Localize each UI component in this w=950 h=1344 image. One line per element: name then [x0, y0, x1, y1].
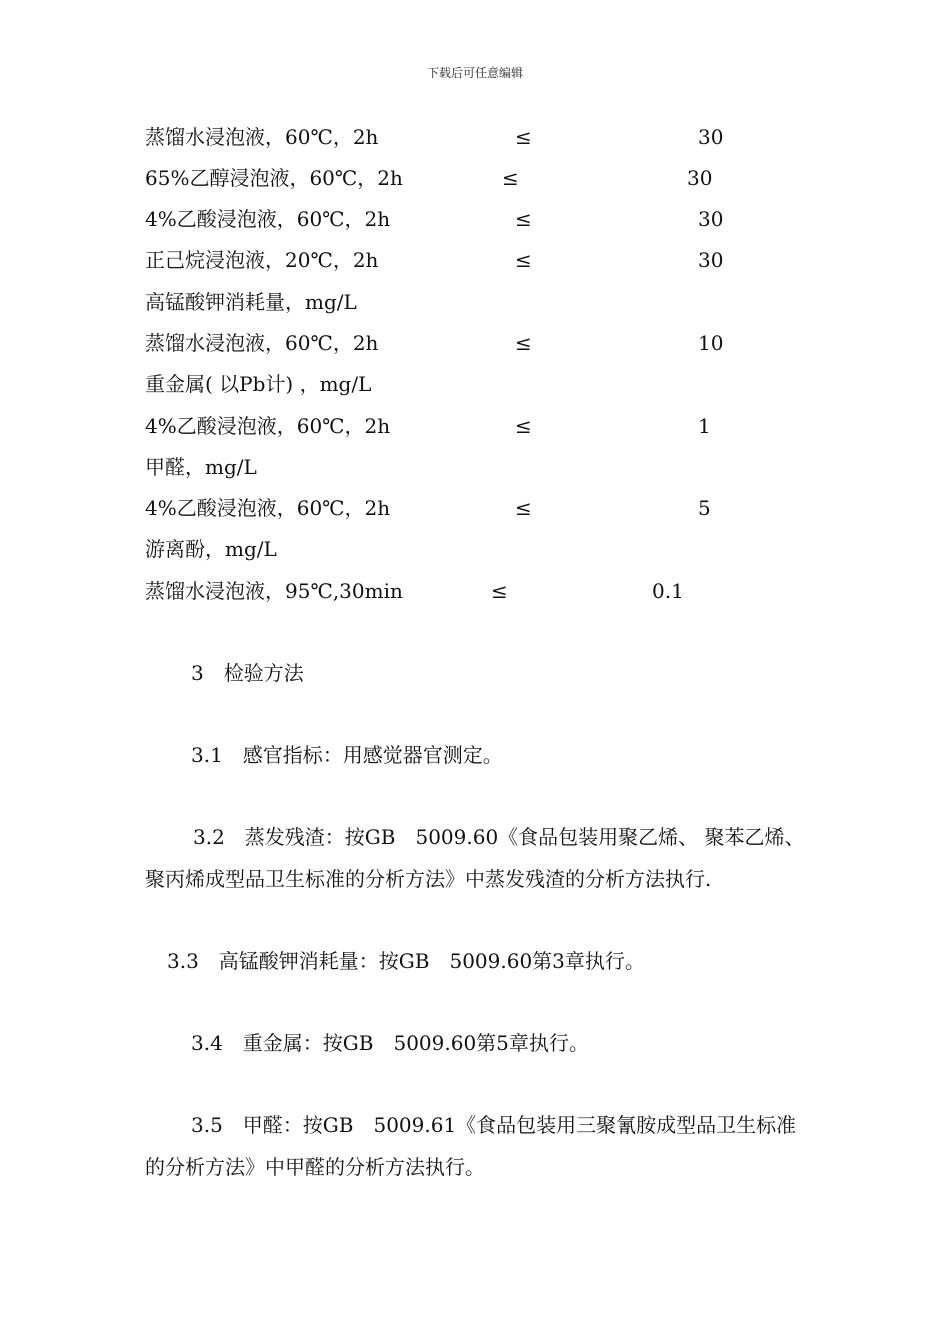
- limit-value: 30: [698, 248, 724, 272]
- row-label: 正己烷浸泡液，20℃，2h: [145, 248, 379, 272]
- table-row: [145, 576, 845, 606]
- section-3-heading: 3 检验方法: [191, 661, 304, 685]
- row-label: 高锰酸钾消耗量，mg/L: [145, 290, 357, 314]
- table-row: [145, 122, 845, 152]
- table-row: [145, 287, 845, 317]
- row-label: 重金属( 以Pb计) ，mg/L: [145, 372, 372, 396]
- paragraph-3-5: 3.5 甲醛：按GB 5009.61《食品包装用三聚氰胺成型品卫生标准的分析方法》中甲醛的分析方法执行。: [145, 1113, 797, 1179]
- table-row: [145, 163, 845, 193]
- table-row: [145, 204, 845, 234]
- row-label: 4%乙酸浸泡液，60℃，2h: [145, 496, 391, 520]
- table-row: [145, 452, 845, 482]
- table-row: [145, 493, 845, 523]
- paragraph-3-4: 3.4 重金属：按GB 5009.60第5章执行。: [191, 1031, 589, 1055]
- table-row: [145, 328, 845, 358]
- leq-symbol: ≤: [502, 166, 519, 190]
- leq-symbol: ≤: [515, 496, 532, 520]
- limit-value: 5: [698, 496, 711, 520]
- limit-value: 1: [698, 414, 711, 438]
- leq-symbol: ≤: [515, 331, 532, 355]
- leq-symbol: ≤: [515, 414, 532, 438]
- row-label: 蒸馏水浸泡液，60℃，2h: [145, 331, 379, 355]
- paragraph-3-2: 3.2 蒸发残渣：按GB 5009.60《食品包装用聚乙烯、 聚苯乙烯、 聚丙烯成型品卫生标准的分析方法》中蒸发残渣的分析方法执行.: [145, 825, 805, 891]
- limit-value: 0.1: [652, 579, 684, 603]
- row-label: 游离酚，mg/L: [145, 537, 277, 561]
- leq-symbol: ≤: [491, 579, 508, 603]
- table-row: [145, 534, 845, 564]
- table-row: [145, 411, 845, 441]
- limit-value: 30: [687, 166, 713, 190]
- page-header: 下载后可任意编辑: [426, 66, 523, 80]
- row-label: 65%乙醇浸泡液，60℃，2h: [145, 166, 403, 190]
- row-label: 4%乙酸浸泡液，60℃，2h: [145, 207, 391, 231]
- limit-value: 30: [698, 207, 724, 231]
- table-row: [145, 245, 845, 275]
- limit-value: 30: [698, 125, 724, 149]
- leq-symbol: ≤: [515, 207, 532, 231]
- row-label: 蒸馏水浸泡液，60℃，2h: [145, 125, 379, 149]
- leq-symbol: ≤: [515, 248, 532, 272]
- row-label: 甲醛，mg/L: [145, 455, 257, 479]
- leq-symbol: ≤: [515, 125, 532, 149]
- row-label: 蒸馏水浸泡液，95℃,30min: [145, 579, 403, 603]
- paragraph-3-1: 3.1 感官指标：用感觉器官测定。: [191, 743, 503, 767]
- paragraph-3-3: 3.3 高锰酸钾消耗量：按GB 5009.60第3章执行。: [167, 949, 645, 973]
- table-row: [145, 369, 845, 399]
- row-label: 4%乙酸浸泡液，60℃，2h: [145, 414, 391, 438]
- limit-value: 10: [698, 331, 724, 355]
